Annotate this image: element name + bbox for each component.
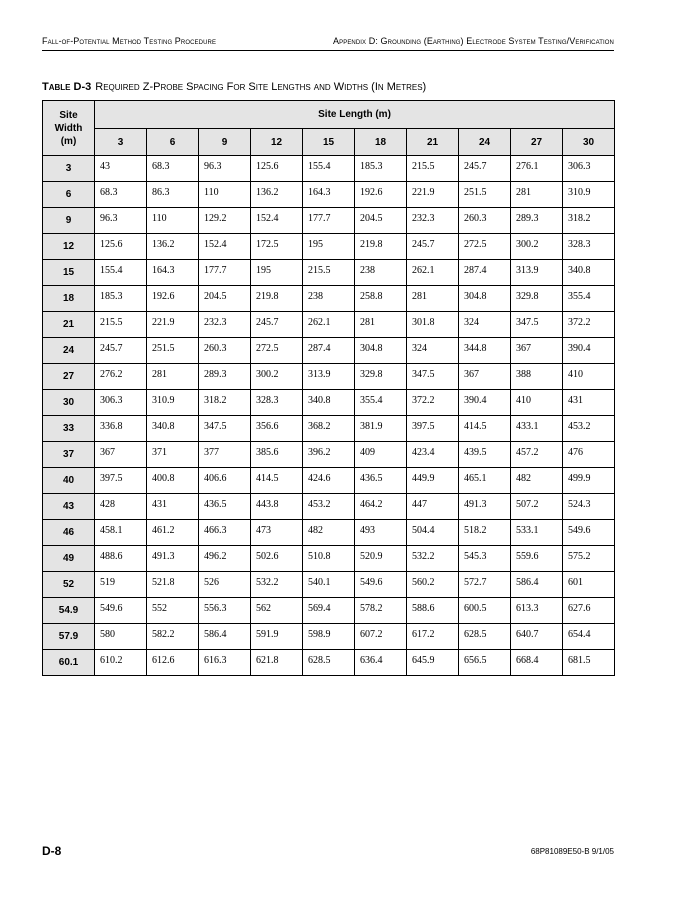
column-header: 15 [303, 129, 355, 156]
table-cell: 68.3 [147, 156, 199, 182]
table-cell: 185.3 [95, 286, 147, 312]
table-cell: 388 [511, 364, 563, 390]
table-cell: 367 [95, 442, 147, 468]
table-cell: 238 [355, 260, 407, 286]
site-width-header-line2: Width [54, 122, 83, 134]
table-cell: 533.1 [511, 520, 563, 546]
table-cell: 628.5 [459, 624, 511, 650]
table-cell: 560.2 [407, 572, 459, 598]
table-cell: 310.9 [563, 182, 615, 208]
row-header-site-width: 15 [43, 260, 95, 286]
table-cell: 628.5 [303, 650, 355, 676]
table-cell: 328.3 [563, 234, 615, 260]
table-cell: 281 [511, 182, 563, 208]
table-row [43, 312, 615, 338]
table-cell: 185.3 [355, 156, 407, 182]
table-cell: 371 [147, 442, 199, 468]
table-cell: 347.5 [511, 312, 563, 338]
table-cell: 136.2 [147, 234, 199, 260]
table-cell: 245.7 [251, 312, 303, 338]
table-cell: 461.2 [147, 520, 199, 546]
table-cell: 410 [563, 364, 615, 390]
table-cell: 575.2 [563, 546, 615, 572]
table-number: Table D-3 [42, 81, 92, 93]
table-cell: 136.2 [251, 182, 303, 208]
table-cell: 258.8 [355, 286, 407, 312]
table-cell: 177.7 [303, 208, 355, 234]
table-row [43, 442, 615, 468]
table-cell: 289.3 [511, 208, 563, 234]
table-cell: 192.6 [355, 182, 407, 208]
table-cell: 476 [563, 442, 615, 468]
table-cell: 681.5 [563, 650, 615, 676]
table-cell: 155.4 [303, 156, 355, 182]
table-cell: 436.5 [355, 468, 407, 494]
table-cell: 155.4 [95, 260, 147, 286]
table-cell: 636.4 [355, 650, 407, 676]
table-cell: 656.5 [459, 650, 511, 676]
table-cell: 129.2 [199, 208, 251, 234]
site-width-header-line1: Site [59, 109, 78, 121]
table-cell: 586.4 [199, 624, 251, 650]
table-cell: 507.2 [511, 494, 563, 520]
running-header-left: Fall-of-Potential Method Testing Procedure [42, 36, 217, 46]
table-cell: 569.4 [303, 598, 355, 624]
table-cell: 482 [511, 468, 563, 494]
table-cell: 627.6 [563, 598, 615, 624]
table-cell: 219.8 [251, 286, 303, 312]
row-header-site-width: 24 [43, 338, 95, 364]
table-cell: 204.5 [199, 286, 251, 312]
table-cell: 431 [563, 390, 615, 416]
table-cell: 300.2 [251, 364, 303, 390]
table-row [43, 494, 615, 520]
table-cell: 510.8 [303, 546, 355, 572]
table-cell: 328.3 [251, 390, 303, 416]
table-cell: 324 [459, 312, 511, 338]
z-probe-spacing-table [42, 100, 615, 676]
table-row [43, 650, 615, 676]
table-cell: 355.4 [563, 286, 615, 312]
table-cell: 464.2 [355, 494, 407, 520]
table-cell: 519 [95, 572, 147, 598]
table-cell: 204.5 [355, 208, 407, 234]
table-cell: 272.5 [459, 234, 511, 260]
table-cell: 367 [511, 338, 563, 364]
table-cell: 617.2 [407, 624, 459, 650]
table-cell: 96.3 [95, 208, 147, 234]
table-row [43, 364, 615, 390]
table-cell: 423.4 [407, 442, 459, 468]
table-row [43, 286, 615, 312]
table-cell: 616.3 [199, 650, 251, 676]
table-cell: 396.2 [303, 442, 355, 468]
table-cell: 397.5 [95, 468, 147, 494]
table-cell: 110 [147, 208, 199, 234]
table-cell: 232.3 [199, 312, 251, 338]
table-cell: 572.7 [459, 572, 511, 598]
column-header: 24 [459, 129, 511, 156]
table-cell: 453.2 [563, 416, 615, 442]
column-header: 6 [147, 129, 199, 156]
table-cell: 443.8 [251, 494, 303, 520]
table-cell: 219.8 [355, 234, 407, 260]
row-header-site-width: 43 [43, 494, 95, 520]
table-cell: 600.5 [459, 598, 511, 624]
row-header-site-width: 60.1 [43, 650, 95, 676]
table-row [43, 468, 615, 494]
table-cell: 310.9 [147, 390, 199, 416]
table-cell: 281 [407, 286, 459, 312]
table-cell: 493 [355, 520, 407, 546]
column-header: 21 [407, 129, 459, 156]
table-cell: 518.2 [459, 520, 511, 546]
table-row [43, 338, 615, 364]
table-cell: 390.4 [563, 338, 615, 364]
table-row [43, 182, 615, 208]
table-cell: 654.4 [563, 624, 615, 650]
table-cell: 245.7 [407, 234, 459, 260]
table-cell: 177.7 [199, 260, 251, 286]
table-cell: 344.8 [459, 338, 511, 364]
table-cell: 260.3 [199, 338, 251, 364]
table-cell: 502.6 [251, 546, 303, 572]
table-cell: 457.2 [511, 442, 563, 468]
site-length-header: Site Length (m) [95, 101, 615, 129]
table-cell: 390.4 [459, 390, 511, 416]
table-cell: 356.6 [251, 416, 303, 442]
table-cell: 125.6 [95, 234, 147, 260]
table-cell: 612.6 [147, 650, 199, 676]
table-cell: 545.3 [459, 546, 511, 572]
table-cell: 304.8 [459, 286, 511, 312]
table-cell: 251.5 [147, 338, 199, 364]
table-caption [42, 81, 426, 93]
site-width-header-unit: (m) [60, 135, 77, 147]
table-cell: 520.9 [355, 546, 407, 572]
table-cell: 385.6 [251, 442, 303, 468]
table-cell: 621.8 [251, 650, 303, 676]
table-cell: 458.1 [95, 520, 147, 546]
table-cell: 318.2 [199, 390, 251, 416]
table-cell: 645.9 [407, 650, 459, 676]
table-cell: 540.1 [303, 572, 355, 598]
table-cell: 215.5 [303, 260, 355, 286]
table-cell: 640.7 [511, 624, 563, 650]
table-cell: 491.3 [147, 546, 199, 572]
table-cell: 549.6 [95, 598, 147, 624]
table-cell: 221.9 [147, 312, 199, 338]
table-cell: 436.5 [199, 494, 251, 520]
row-header-site-width: 52 [43, 572, 95, 598]
table-cell: 301.8 [407, 312, 459, 338]
table-cell: 496.2 [199, 546, 251, 572]
table-cell: 414.5 [251, 468, 303, 494]
column-header: 30 [563, 129, 615, 156]
table-cell: 368.2 [303, 416, 355, 442]
table-cell: 409 [355, 442, 407, 468]
table-cell: 447 [407, 494, 459, 520]
table-cell: 482 [303, 520, 355, 546]
table-cell: 306.3 [563, 156, 615, 182]
table-cell: 491.3 [459, 494, 511, 520]
table-cell: 580 [95, 624, 147, 650]
table-cell: 192.6 [147, 286, 199, 312]
table-cell: 324 [407, 338, 459, 364]
table-row [43, 260, 615, 286]
table-cell: 318.2 [563, 208, 615, 234]
table-cell: 215.5 [95, 312, 147, 338]
table-cell: 428 [95, 494, 147, 520]
table-cell: 532.2 [407, 546, 459, 572]
table-cell: 287.4 [303, 338, 355, 364]
table-cell: 125.6 [251, 156, 303, 182]
column-header: 9 [199, 129, 251, 156]
column-header: 12 [251, 129, 303, 156]
table-cell: 340.8 [303, 390, 355, 416]
table-cell: 499.9 [563, 468, 615, 494]
table-cell: 521.8 [147, 572, 199, 598]
table-cell: 578.2 [355, 598, 407, 624]
row-header-site-width: 9 [43, 208, 95, 234]
table-cell: 586.4 [511, 572, 563, 598]
table-cell: 215.5 [407, 156, 459, 182]
table-cell: 281 [147, 364, 199, 390]
table-cell: 152.4 [199, 234, 251, 260]
table-cell: 300.2 [511, 234, 563, 260]
document-number: 68P81089E50-B 9/1/05 [530, 847, 614, 856]
table-cell: 613.3 [511, 598, 563, 624]
table-cell: 347.5 [407, 364, 459, 390]
table-cell: 289.3 [199, 364, 251, 390]
table-cell: 260.3 [459, 208, 511, 234]
table-cell: 195 [303, 234, 355, 260]
table-cell: 367 [459, 364, 511, 390]
table-cell: 164.3 [303, 182, 355, 208]
table-cell: 245.7 [95, 338, 147, 364]
table-cell: 313.9 [303, 364, 355, 390]
table-cell: 524.3 [563, 494, 615, 520]
table-cell: 424.6 [303, 468, 355, 494]
table-cell: 549.6 [355, 572, 407, 598]
table-cell: 668.4 [511, 650, 563, 676]
row-header-site-width: 18 [43, 286, 95, 312]
table-cell: 245.7 [459, 156, 511, 182]
column-header: 27 [511, 129, 563, 156]
table-cell: 96.3 [199, 156, 251, 182]
table-cell: 251.5 [459, 182, 511, 208]
table-cell: 152.4 [251, 208, 303, 234]
table-cell: 406.6 [199, 468, 251, 494]
table-cell: 598.9 [303, 624, 355, 650]
table-cell: 453.2 [303, 494, 355, 520]
table-cell: 431 [147, 494, 199, 520]
table-row [43, 624, 615, 650]
table-cell: 221.9 [407, 182, 459, 208]
table-cell: 414.5 [459, 416, 511, 442]
table-cell: 582.2 [147, 624, 199, 650]
row-header-site-width: 3 [43, 156, 95, 182]
header-rule [42, 50, 614, 51]
table-row [43, 208, 615, 234]
table-cell: 433.1 [511, 416, 563, 442]
table-title: Required Z-Probe Spacing For Site Lengths and Widths (In Metres) [95, 81, 427, 93]
row-header-site-width: 49 [43, 546, 95, 572]
row-header-site-width: 54.9 [43, 598, 95, 624]
table-cell: 372.2 [407, 390, 459, 416]
table-cell: 238 [303, 286, 355, 312]
row-header-site-width: 57.9 [43, 624, 95, 650]
table-cell: 306.3 [95, 390, 147, 416]
row-header-site-width: 37 [43, 442, 95, 468]
table-cell: 195 [251, 260, 303, 286]
table-cell: 466.3 [199, 520, 251, 546]
table-cell: 304.8 [355, 338, 407, 364]
row-header-site-width: 40 [43, 468, 95, 494]
row-header-site-width: 6 [43, 182, 95, 208]
table-cell: 439.5 [459, 442, 511, 468]
column-header: 18 [355, 129, 407, 156]
table-row [43, 156, 615, 182]
table-cell: 329.8 [355, 364, 407, 390]
table-cell: 410 [511, 390, 563, 416]
table-row [43, 572, 615, 598]
table-cell: 262.1 [303, 312, 355, 338]
table-cell: 329.8 [511, 286, 563, 312]
table-row [43, 234, 615, 260]
table-cell: 272.5 [251, 338, 303, 364]
table-cell: 601 [563, 572, 615, 598]
table-header-row [43, 101, 615, 129]
row-header-site-width: 27 [43, 364, 95, 390]
table-cell: 313.9 [511, 260, 563, 286]
table-cell: 86.3 [147, 182, 199, 208]
row-header-site-width: 21 [43, 312, 95, 338]
column-header: 3 [95, 129, 147, 156]
table-cell: 68.3 [95, 182, 147, 208]
table-row [43, 520, 615, 546]
table-cell: 172.5 [251, 234, 303, 260]
table-cell: 355.4 [355, 390, 407, 416]
table-cell: 562 [251, 598, 303, 624]
table-cell: 164.3 [147, 260, 199, 286]
row-header-site-width: 46 [43, 520, 95, 546]
table-cell: 340.8 [147, 416, 199, 442]
table-row [43, 416, 615, 442]
table-cell: 232.3 [407, 208, 459, 234]
table-cell: 336.8 [95, 416, 147, 442]
table-cell: 591.9 [251, 624, 303, 650]
table-cell: 276.1 [511, 156, 563, 182]
table-cell: 400.8 [147, 468, 199, 494]
table-cell: 262.1 [407, 260, 459, 286]
table-cell: 473 [251, 520, 303, 546]
table-cell: 559.6 [511, 546, 563, 572]
table-cell: 43 [95, 156, 147, 182]
table-cell: 287.4 [459, 260, 511, 286]
table-cell: 552 [147, 598, 199, 624]
table-cell: 347.5 [199, 416, 251, 442]
table-cell: 549.6 [563, 520, 615, 546]
table-cell: 610.2 [95, 650, 147, 676]
table-row [43, 390, 615, 416]
table-cell: 607.2 [355, 624, 407, 650]
column-header-row [43, 129, 615, 156]
table-body [43, 156, 615, 676]
row-header-site-width: 30 [43, 390, 95, 416]
table-cell: 372.2 [563, 312, 615, 338]
table-cell: 377 [199, 442, 251, 468]
table-cell: 449.9 [407, 468, 459, 494]
table-cell: 110 [199, 182, 251, 208]
page-number: D-8 [42, 844, 62, 858]
table-cell: 276.2 [95, 364, 147, 390]
running-header [42, 36, 614, 46]
table-cell: 397.5 [407, 416, 459, 442]
table-cell: 340.8 [563, 260, 615, 286]
table-cell: 488.6 [95, 546, 147, 572]
table-cell: 381.9 [355, 416, 407, 442]
table-cell: 588.6 [407, 598, 459, 624]
table-cell: 526 [199, 572, 251, 598]
table-cell: 532.2 [251, 572, 303, 598]
table-cell: 465.1 [459, 468, 511, 494]
table-cell: 504.4 [407, 520, 459, 546]
table-row [43, 546, 615, 572]
row-header-site-width: 12 [43, 234, 95, 260]
table-row [43, 598, 615, 624]
running-header-right: Appendix D: Grounding (Earthing) Electrode System Testing/Verification [333, 36, 614, 46]
table-cell: 281 [355, 312, 407, 338]
site-width-header [43, 101, 95, 156]
row-header-site-width: 33 [43, 416, 95, 442]
table-cell: 556.3 [199, 598, 251, 624]
